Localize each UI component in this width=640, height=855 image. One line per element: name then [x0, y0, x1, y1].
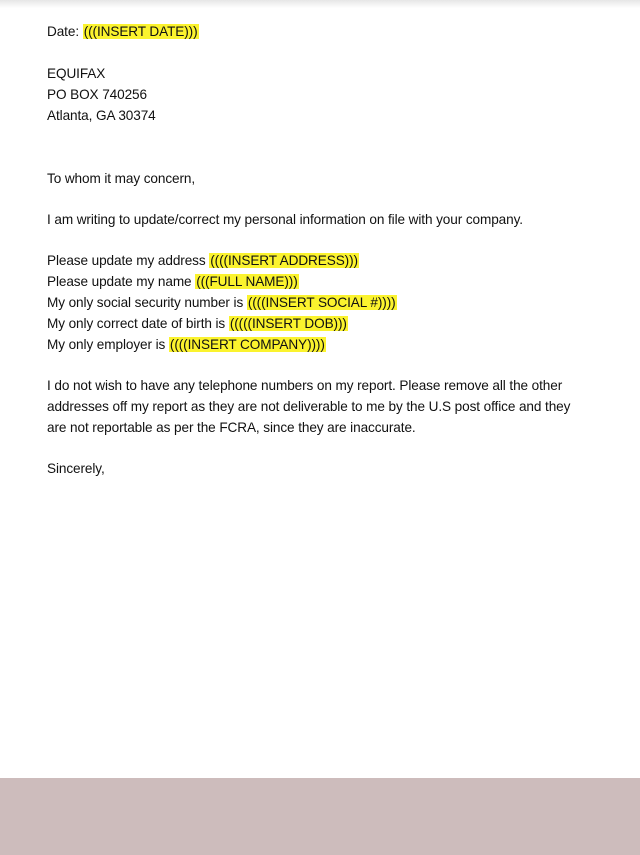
closing: Sincerely,: [47, 461, 105, 476]
request-address: [47, 252, 359, 270]
request-label: My only correct date of birth is: [47, 316, 226, 331]
request-placeholder: ((((INSERT ADDRESS))): [210, 253, 358, 268]
request-employer: [47, 336, 326, 354]
recipient-name: EQUIFAX: [47, 66, 106, 81]
request-placeholder: ((((INSERT SOCIAL #)))): [247, 295, 396, 310]
recipient-city: Atlanta, GA 30374: [47, 108, 156, 123]
request-placeholder: (((FULL NAME))): [196, 274, 298, 289]
request-label: Please update my name: [47, 274, 192, 289]
intro-paragraph: I am writing to update/correct my personal information on file with your company.: [47, 212, 523, 227]
request-dob: [47, 315, 348, 333]
date-label: Date:: [47, 24, 79, 39]
request-label: My only social security number is: [47, 295, 244, 310]
request-ssn: [47, 294, 397, 312]
request-name: [47, 273, 299, 291]
request-label: Please update my address: [47, 253, 206, 268]
salutation: To whom it may concern,: [47, 171, 196, 186]
top-shadow: [0, 0, 640, 8]
date-placeholder: (((INSERT DATE))): [83, 24, 198, 39]
body-line: are not reportable as per the FCRA, since they are inaccurate.: [47, 420, 416, 435]
footer-band: [0, 778, 640, 855]
request-placeholder: ((((INSERT COMPANY)))): [169, 337, 325, 352]
recipient-address: PO BOX 740256: [47, 87, 147, 102]
body-line: I do not wish to have any telephone numbers on my report. Please remove all the other: [47, 378, 563, 393]
date-line: [47, 23, 199, 41]
request-placeholder: (((((INSERT DOB))): [229, 316, 347, 331]
request-label: My only employer is: [47, 337, 166, 352]
body-line: addresses off my report as they are not deliverable to me by the U.S post office and they: [47, 399, 571, 414]
